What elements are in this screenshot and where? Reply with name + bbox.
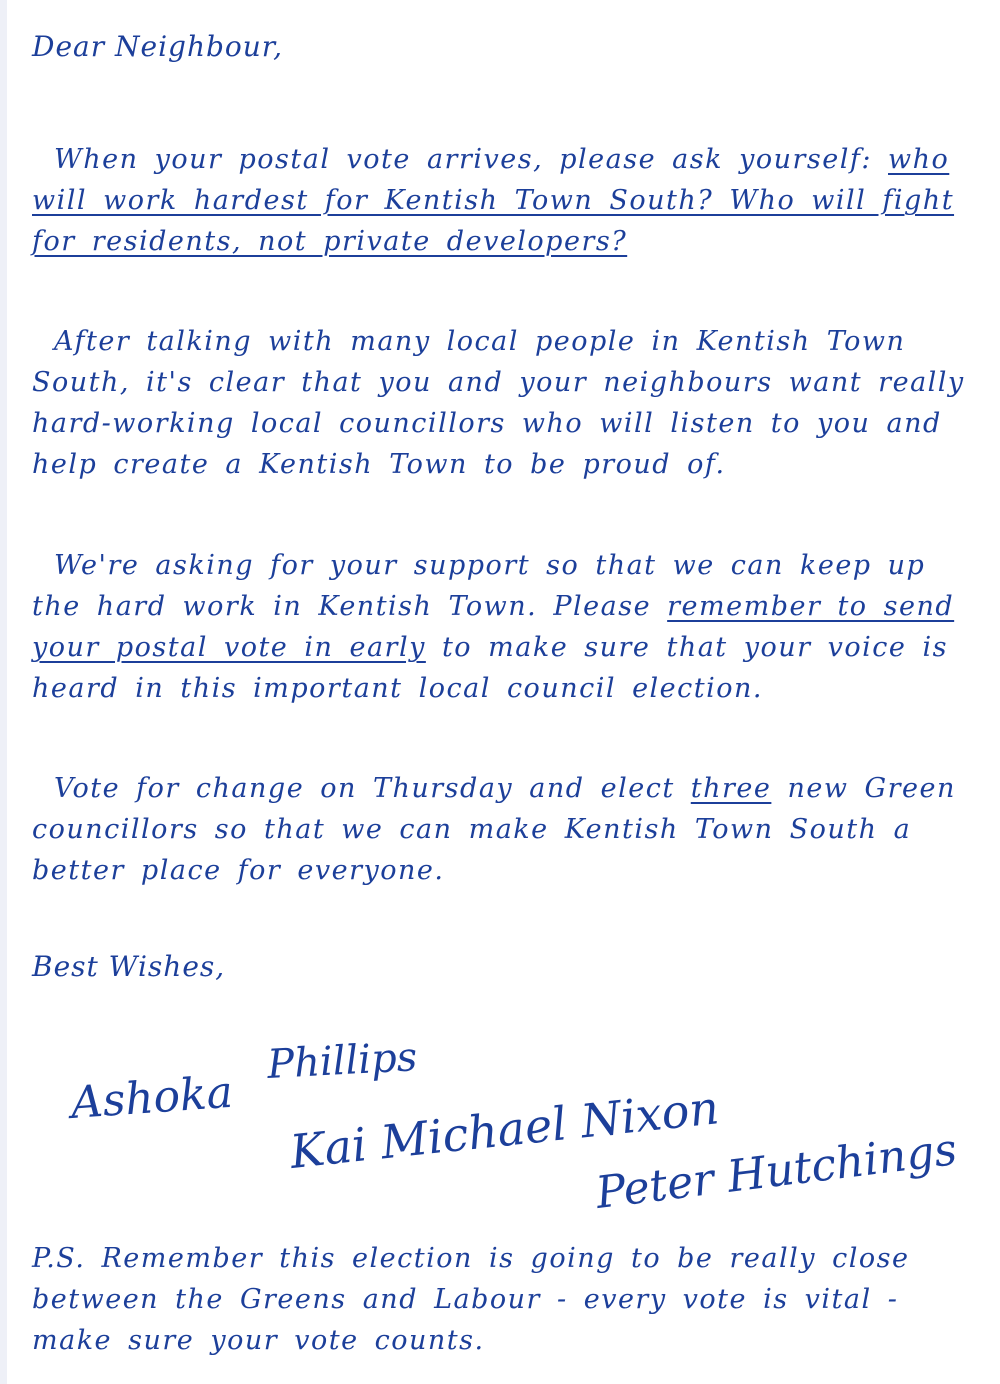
paragraph-3-underlined-text: remember to send your postal vote in early [32, 591, 955, 663]
signature-ashoka: Ashoka [69, 1066, 235, 1129]
paragraph-4-underlined-text: three [690, 773, 772, 804]
paragraph-1-underlined-text: who will work hardest for Kentish Town South? Who will fight for residents, not private developers? [32, 144, 955, 257]
paragraph-2-text: After talking with many local people in Kentish Town South, it's clear that you and your neighbours want really hard-working local councillors who will listen to you and help create a Kentish Town to be proud of. [32, 326, 965, 480]
signature-peter-hutchings: Peter Hutchings [593, 1124, 960, 1219]
paragraph-1-text: When your postal vote arrives, please ask yourself: [54, 144, 889, 175]
paragraph-3-tail-text: to make sure that your voice is heard in this important local council election. [32, 632, 948, 704]
signature-phillips: Phillips [266, 1034, 419, 1088]
letter-closing: Best Wishes, [32, 950, 226, 983]
paragraph-3-text: We're asking for your support so that we can keep up the hard work in Kentish Town. Please [32, 550, 926, 622]
signature-kai-michael-nixon: Kai Michael Nixon [287, 1080, 722, 1179]
paragraph-4-tail-text: new Green councillors so that we can make Kentish Town South a better place for everyone. [32, 773, 956, 886]
letter-greeting: Dear Neighbour, [32, 30, 284, 63]
paragraph-4-text: Vote for change on Thursday and elect [54, 773, 691, 804]
letter-postscript: P.S. Remember this election is going to be really close between the Greens and Labour - every vote is vital - make sure your vote counts. [32, 1243, 910, 1356]
